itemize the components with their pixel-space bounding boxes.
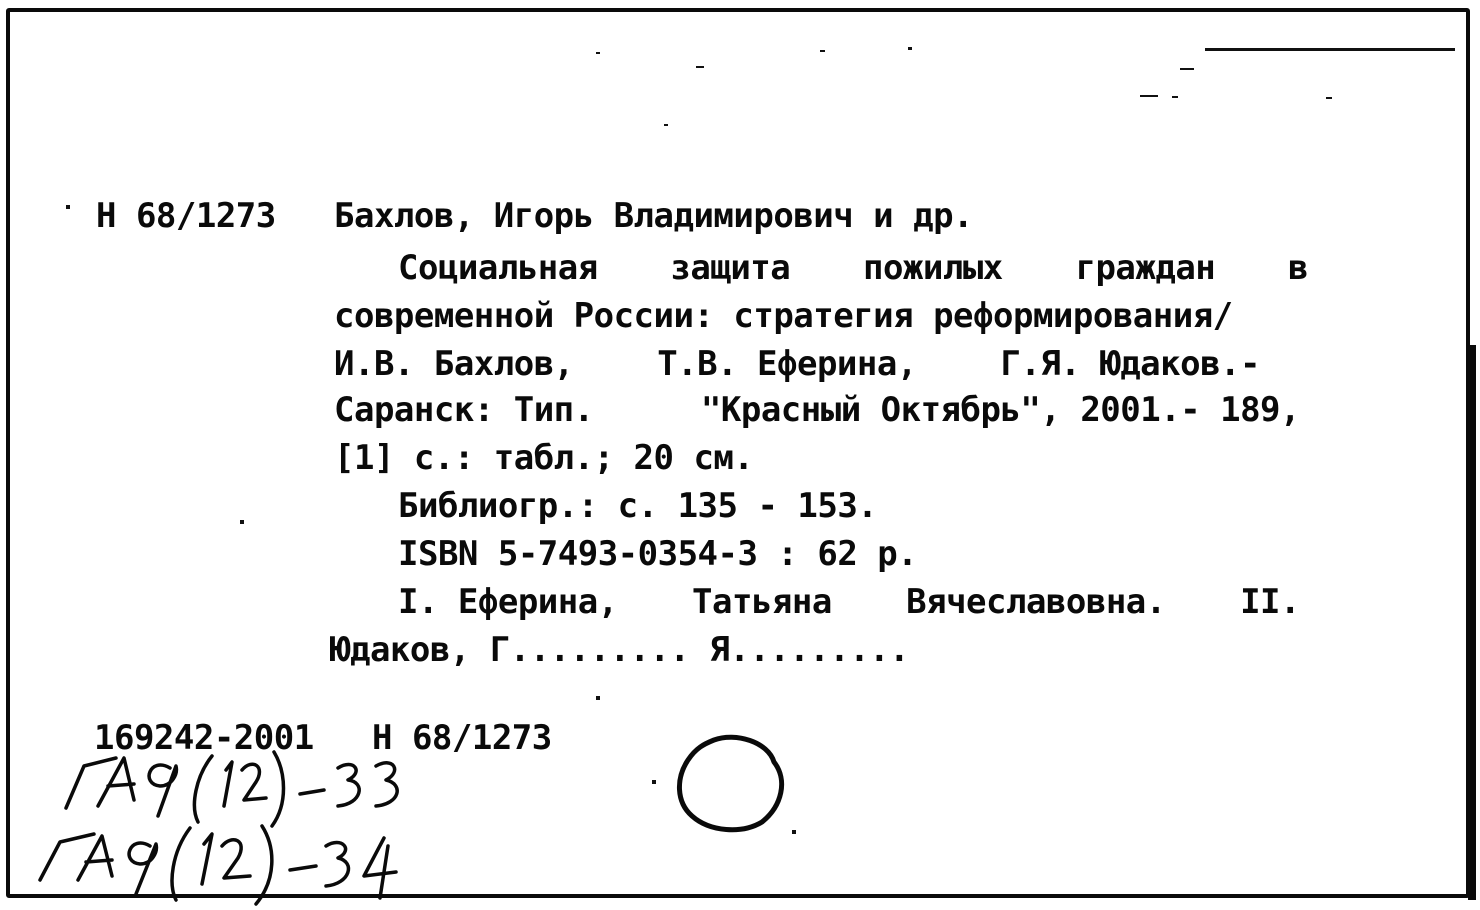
author-name: И.В. Бахлов, xyxy=(334,344,574,384)
title-word: пожилых xyxy=(862,248,1003,288)
title-word: защита xyxy=(670,248,791,288)
tracing-item: II. xyxy=(1240,582,1300,622)
tracing-line-2: Юдаков, Г......... Я......... xyxy=(330,630,910,670)
title-word: Социальная xyxy=(398,248,598,288)
tracing-item: I. Еферина, xyxy=(398,582,618,622)
footer-shelfmark: Н 68/1273 xyxy=(372,718,552,758)
tracing-item: Вячеславовна. xyxy=(906,582,1166,622)
shelfmark: Н 68/1273 xyxy=(96,196,276,236)
physical-description: [1] с.: табл.; 20 см. xyxy=(334,438,754,478)
isbn-line: ISBN 5-7493-0354-3 : 62 р. xyxy=(398,534,918,574)
tracing-item: Татьяна xyxy=(692,582,832,622)
handwriting-line-2 xyxy=(40,826,396,904)
publisher-and-date: "Красный Октябрь", 2001.- 189, xyxy=(700,390,1300,430)
publication-place: Саранск: Тип. xyxy=(334,390,594,430)
inventory-number: 169242-2001 xyxy=(94,718,314,758)
stamp-circle xyxy=(670,732,794,836)
title-line-2: современной России: стратегия реформирования/ xyxy=(334,296,1233,336)
author-heading: Бахлов, Игорь Владимирович и др. xyxy=(334,196,974,236)
handwriting-line-1 xyxy=(66,752,397,826)
author-name: Т.В. Еферина, xyxy=(657,344,917,384)
bibliography-note: Библиогр.: с. 135 - 153. xyxy=(398,486,878,526)
title-word: в xyxy=(1288,248,1308,288)
title-word: граждан xyxy=(1075,248,1216,288)
author-name: Г.Я. Юдаков.- xyxy=(1000,344,1260,384)
